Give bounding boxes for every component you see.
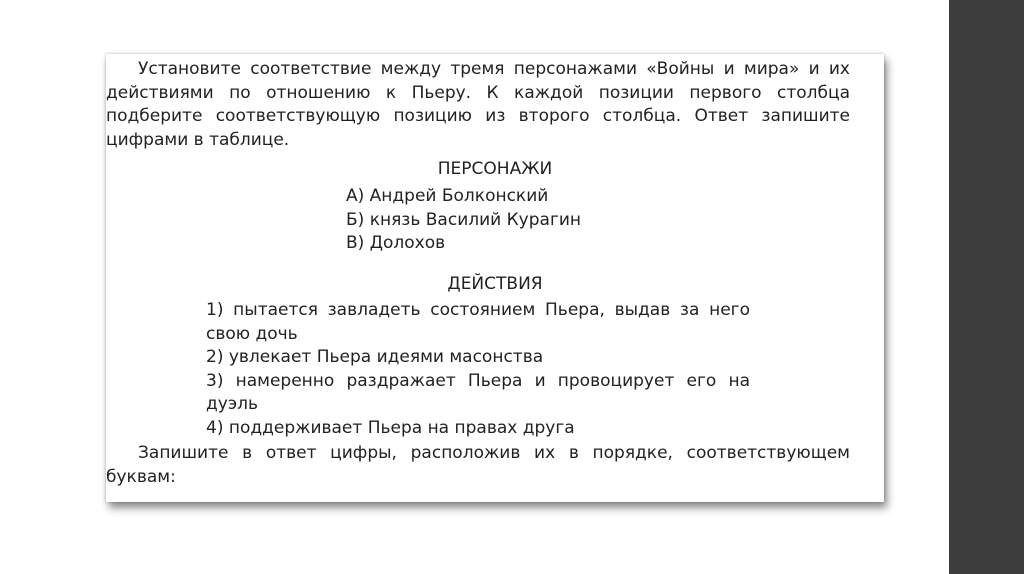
list-item: 3) намеренно раздражает Пьера и провоцирует его на дуэль bbox=[206, 370, 750, 414]
task-intro: Установите соответствие между тремя персонажами «Войны и мира» и их действиями по отношению к Пьеру. К каждой позиции первого столбца подберите соответствующую позицию из второго столбца. Ответ запишите цифрами в таблице. bbox=[106, 59, 850, 150]
list-item: Б) князь Василий Курагин bbox=[346, 209, 582, 230]
task-outro: Запишите в ответ цифры, расположив их в порядке, соответствующем буквам: bbox=[106, 443, 850, 487]
persons-heading: ПЕРСОНАЖИ bbox=[437, 159, 553, 179]
list-item: А) Андрей Болконский bbox=[346, 186, 549, 206]
persons-list bbox=[346, 185, 581, 256]
list-item: 1) пытается завладеть состоянием Пьера, выдав за него свою дочь bbox=[206, 300, 750, 344]
actions-list bbox=[206, 299, 750, 440]
list-item: 2) увлекает Пьера идеями масонства bbox=[206, 347, 544, 367]
list-item: 4) поддерживает Пьера на правах друга bbox=[206, 417, 575, 438]
actions-heading: ДЕЙСТВИЯ bbox=[447, 274, 543, 294]
side-bar bbox=[949, 0, 1024, 574]
list-item: В) Долохов bbox=[346, 233, 446, 253]
task-card bbox=[106, 54, 884, 502]
